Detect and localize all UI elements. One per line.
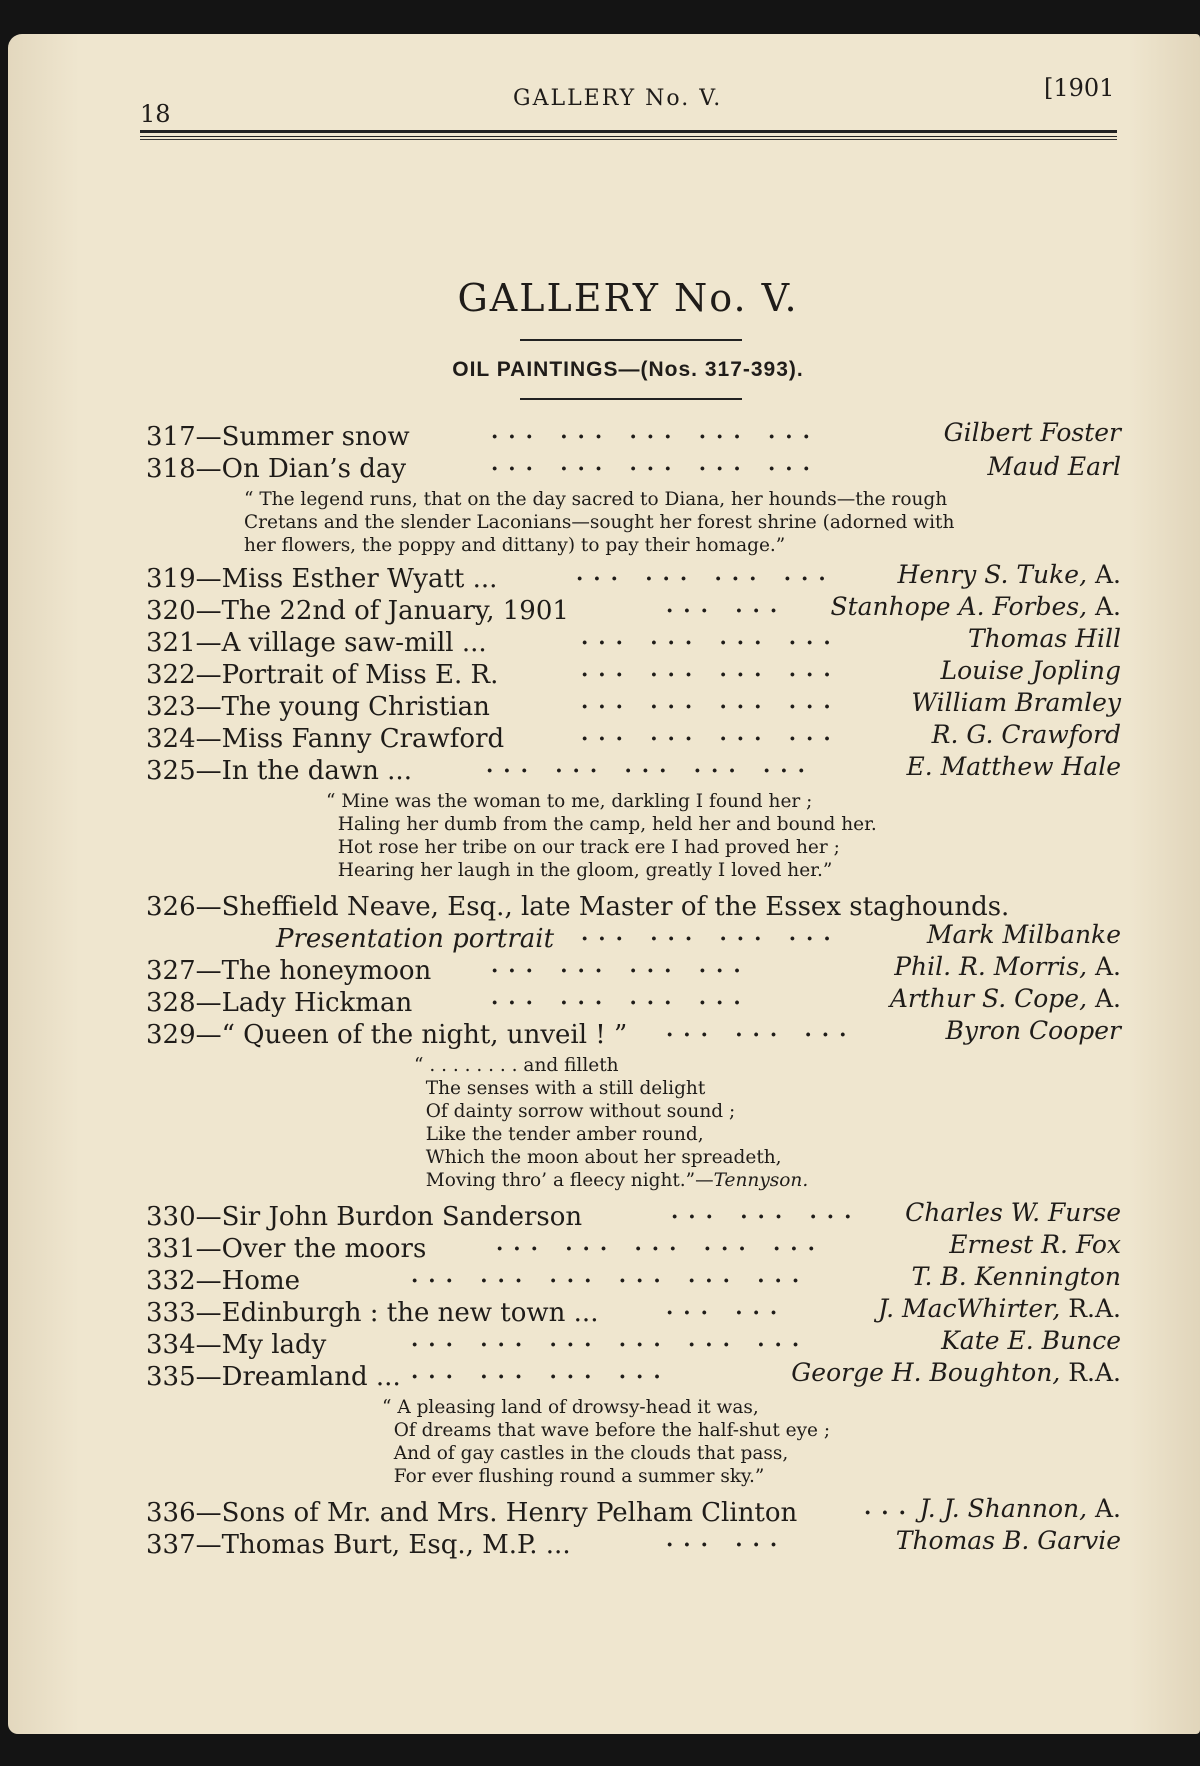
leader-dots: ··· ··· ··· ··· [411,1364,671,1389]
entry-artist: Thomas Hill [967,624,1121,653]
page-number: 18 [140,100,171,128]
leader-dots: ··· [864,1500,916,1525]
entry-title: 322—Portrait of Miss E. R. [146,660,499,690]
entry-title: 330—Sir John Burdon Sanderson [146,1202,583,1232]
entry-title: 337—Thomas Burt, Esq., M.P. ... [146,1530,571,1560]
leader-dots: ··· ··· ··· ··· [491,958,751,983]
leader-dots: ··· ··· ··· ··· ··· [491,424,820,449]
entry-title: 318—On Dian’s day [146,454,407,484]
leader-dots: ··· ··· ··· [671,1204,862,1229]
header-rule [140,139,1117,140]
entry-artist: George H. Boughton, R.A. [791,1358,1121,1387]
entry-title: 321—A village saw-mill ... [146,628,487,658]
quotation-citation: Tennyson. [713,1170,809,1191]
leader-dots: ··· ··· ··· ··· ··· [496,1236,825,1261]
leader-dots: ··· ··· ··· ··· [581,694,841,719]
entry-title: 317—Summer snow [146,422,410,452]
leader-dots: ··· ··· ··· ··· ··· ··· [411,1268,810,1293]
catalogue-entry [146,1016,1121,1052]
entry-artist: Maud Earl [987,452,1121,481]
entry-artist: Gilbert Foster [943,418,1121,447]
subtitle-rule [520,398,742,400]
entry-title: 320—The 22nd of January, 1901 [146,596,569,626]
leader-dots: ··· ··· ··· ··· [581,926,841,951]
entry-artist: Arthur S. Cope, A. [889,984,1121,1013]
entry-artist: J. J. Shannon, A. [919,1494,1121,1523]
entry-title: 319—Miss Esther Wyatt ... [146,564,498,594]
entry-title: 328—Lady Hickman [146,988,413,1018]
entry-artist: Thomas B. Garvie [895,1526,1121,1555]
catalogue-entry [146,1526,1121,1562]
leader-dots: ··· ··· ··· ··· [581,726,841,751]
entry-title: 329—“ Queen of the night, unveil ! ” [146,1020,628,1050]
entry-artist: Byron Cooper [945,1016,1121,1045]
entry-artist: Stanhope A. Forbes, A. [830,592,1121,621]
catalogue-entry [146,1358,1121,1394]
quotation-335: “ A pleasing land of drowsy-head it was, Of dreams that wave before the half-shut eye ; And of gay castles in the clouds that pass, For ever flushing round a summer sky.” [382,1397,831,1487]
running-head: GALLERY No. V. [513,86,723,111]
entry-artist: R. G. Crawford [931,720,1121,749]
quotation-318: “ The legend runs, that on the day sacred to Diana, her hounds—the rough Cretans and the slender Laconians—sought her forest shrine (adorned with her flowers, the poppy and dittany) to pay their homage.” [244,489,955,556]
entry-title: 336—Sons of Mr. and Mrs. Henry Pelham Clinton [146,1498,798,1528]
entry-title: 334—My lady [146,1330,327,1360]
entry-artist: J. MacWhirter, R.A. [878,1294,1121,1323]
catalogue-page [8,34,1200,1734]
leader-dots: ··· ··· ··· ··· ··· [486,758,815,783]
entry-title: 324—Miss Fanny Crawford [146,724,505,754]
year-mark: [1901 [1044,74,1115,102]
entry-artist: Henry S. Tuke, A. [897,560,1121,589]
entry-title: 333—Edinburgh : the new town ... [146,1298,599,1328]
leader-dots: ··· ··· [666,1532,788,1557]
title-rule [520,339,742,341]
catalogue-entry [146,752,1121,788]
entry-artist: T. B. Kennington [911,1262,1121,1291]
leader-dots: ··· ··· ··· ··· [581,630,841,655]
catalogue-entry [146,454,1121,486]
leader-dots: ··· ··· ··· ··· ··· [491,456,820,481]
entry-artist: Phil. R. Morris, A. [894,952,1121,981]
entry-artist: E. Matthew Hale [906,752,1121,781]
leader-dots: ··· ··· ··· [666,1022,857,1047]
leader-dots: ··· ··· ··· ··· [491,990,751,1015]
entry-artist: Mark Milbanke [926,920,1121,949]
entry-title: 335—Dreamland ... [146,1362,401,1392]
quotation-325: “ Mine was the woman to me, darkling I found her ; Haling her dumb from the camp, held her and bound her. Hot rose her tribe on our track ere I had proved her ; Hearing her laugh in the gloom, greatly I loved her.” [326,791,877,881]
entry-artist: Charles W. Furse [905,1198,1121,1227]
entry-title: 327—The honeymoon [146,956,432,986]
entry-title: 331—Over the moors [146,1234,427,1264]
entry-artist: Louise Jopling [940,656,1121,685]
catalogue-entry [146,418,1121,454]
leader-dots: ··· ··· ··· ··· [581,662,841,687]
leader-dots: ··· ··· ··· ··· ··· ··· [411,1332,810,1357]
entry-title: 326—Sheffield Neave, Esq., late Master of the Essex staghounds. [146,892,1010,922]
entry-artist: William Bramley [911,688,1121,717]
header-double-rule [140,130,1117,137]
leader-dots: ··· ··· [666,598,788,623]
section-subtitle: OIL PAINTINGS—(Nos. 317-393). [452,358,804,381]
entry-artist: Kate E. Bunce [941,1326,1121,1355]
entry-title: 332—Home [146,1266,300,1296]
quotation-329: “ . . . . . . . . and filleth The senses with a still delight Of dainty sorrow without sound ; Like the tender amber round, Which the moon about her spreadeth, Moving thro’ a fleecy night.”—Tennyson. [414,1055,809,1191]
entry-title: 325—In the dawn ... [146,756,412,786]
page-title: GALLERY No. V. [457,276,799,320]
entry-artist: Ernest R. Fox [949,1230,1121,1259]
entry-title: 323—The young Christian [146,692,490,722]
leader-dots: ··· ··· ··· ··· [576,566,836,591]
leader-dots: ··· ··· [666,1300,788,1325]
entry-title: Presentation portrait [276,924,555,954]
